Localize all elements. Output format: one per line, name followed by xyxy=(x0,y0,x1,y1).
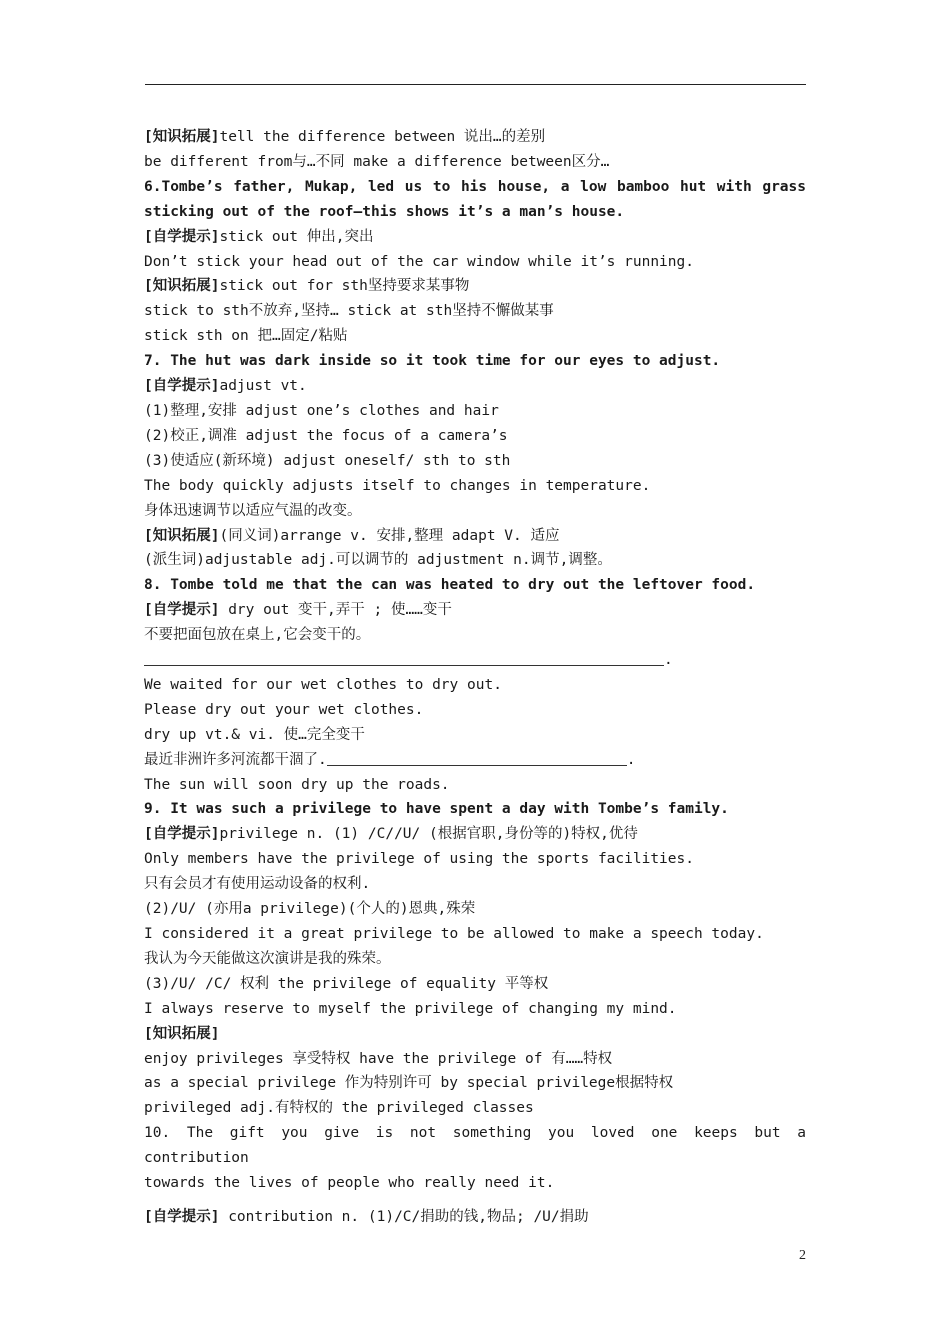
text-line xyxy=(144,1096,806,1121)
line-text: Only members have the privilege of using the sports facilities. xyxy=(144,851,694,868)
line-text: I always reserve to myself the privilege of changing my mind. xyxy=(144,1000,677,1017)
line-text: 只有会员才有使用运动设备的权利. xyxy=(144,876,371,893)
text-line xyxy=(144,274,806,299)
section-tag: [知识拓展] xyxy=(144,1025,220,1042)
line-text: (3)使适应(新环境) adjust oneself/ sth to sth xyxy=(144,452,511,469)
text-line xyxy=(144,723,806,748)
text-line xyxy=(144,1171,806,1196)
line-text: enjoy privileges 享受特权 have the privilege of 有……特权 xyxy=(144,1050,613,1067)
fill-in-blank xyxy=(327,750,627,766)
line-text: contribution n. (1)/C/捐助的钱,物品; /U/捐助 xyxy=(219,1208,589,1225)
text-line xyxy=(144,374,806,399)
line-text: adjust vt. xyxy=(219,378,307,395)
text-line xyxy=(144,972,806,997)
line-text: (2)校正,调准 adjust the focus of a camera’s xyxy=(144,427,508,444)
text-line xyxy=(144,449,806,474)
fill-in-blank xyxy=(144,650,664,666)
text-line xyxy=(144,225,806,250)
text-line xyxy=(144,698,806,723)
line-text: sticking out of the roof—this shows it’s a man’s house. xyxy=(144,203,625,220)
text-line xyxy=(144,324,806,349)
text-line xyxy=(144,474,806,499)
sentence-heading xyxy=(144,349,806,374)
section-tag: [自学提示] xyxy=(144,602,220,619)
section-tag: [知识拓展] xyxy=(144,129,220,145)
line-text: 不要把面包放在桌上,它会变干的。 xyxy=(144,627,371,644)
sentence-heading xyxy=(144,200,806,225)
line-text: stick out for sth坚持要求某事物 xyxy=(219,278,470,295)
line-text: The sun will soon dry up the roads. xyxy=(144,776,450,793)
text-line xyxy=(144,673,806,698)
line-text: 10. The gift you give is not something you loved one keeps but a contribution xyxy=(144,1125,806,1167)
line-text: . xyxy=(664,652,673,669)
line-text: 我认为今天能做这次演讲是我的殊荣。 xyxy=(144,950,391,967)
line-text: be different from与…不同 make a difference between区分… xyxy=(144,153,610,170)
text-line xyxy=(144,1071,806,1096)
sentence-heading xyxy=(144,797,806,822)
text-line xyxy=(144,250,806,275)
text-line xyxy=(144,847,806,872)
line-text: privilege n. (1) /C//U/ (根据官职,身份等的)特权,优待 xyxy=(219,826,638,843)
sentence-heading xyxy=(144,175,806,200)
text-line xyxy=(144,922,806,947)
section-tag: [知识拓展] xyxy=(144,278,220,295)
line-text: stick out 伸出,突出 xyxy=(219,228,374,245)
text-line xyxy=(144,548,806,573)
text-line xyxy=(144,499,806,524)
line-text: tell the difference between 说出…的差别 xyxy=(219,129,546,145)
line-text: (1)整理,安排 adjust one’s clothes and hair xyxy=(144,402,499,419)
page-number: 2 xyxy=(799,1248,806,1263)
text-line xyxy=(144,822,806,847)
paragraph-gap xyxy=(144,1196,806,1205)
section-tag: [自学提示] xyxy=(144,228,220,245)
text-line xyxy=(144,1047,806,1072)
line-text: 8. Tombe told me that the can was heated to dry out the leftover food. xyxy=(144,577,756,594)
line-text: Please dry out your wet clothes. xyxy=(144,701,424,718)
line-text: (3)/U/ /C/ 权利 the privilege of equality 平等权 xyxy=(144,975,549,992)
text-line xyxy=(144,872,806,897)
text-line xyxy=(144,598,806,623)
section-tag: [自学提示] xyxy=(144,378,220,395)
text-line xyxy=(144,1205,806,1230)
text-line xyxy=(144,947,806,972)
line-text: 身体迅速调节以适应气温的改变。 xyxy=(144,502,362,519)
section-tag: [自学提示] xyxy=(144,826,220,843)
text-line xyxy=(144,997,806,1022)
text-line xyxy=(144,623,806,648)
line-text: towards the lives of people who really need it. xyxy=(144,1175,555,1192)
header-rule xyxy=(145,84,806,85)
document-body xyxy=(144,125,806,1230)
line-text: I considered it a great privilege to be allowed to make a speech today. xyxy=(144,926,764,942)
line-text: . xyxy=(626,751,636,768)
line-text: We waited for our wet clothes to dry out. xyxy=(144,676,502,693)
section-tag: [知识拓展] xyxy=(144,527,220,544)
line-text: 9. It was such a privilege to have spent a day with Tombe’s family. xyxy=(144,801,729,818)
line-text: (派生词)adjustable adj.可以调节的 adjustment n.调节,调整。 xyxy=(144,552,612,569)
text-line xyxy=(144,748,806,773)
line-text: 7. The hut was dark inside so it took time for our eyes to adjust. xyxy=(144,353,721,370)
line-text: as a special privilege 作为特别许可 by special privilege根据特权 xyxy=(144,1075,674,1092)
text-line xyxy=(144,648,806,673)
text-line xyxy=(144,299,806,324)
text-line xyxy=(144,773,806,798)
line-text: 6.Tombe’s father, Mukap, led us to his house, a low bamboo hut with grass xyxy=(144,178,806,195)
exercise-prompt: 最近非洲许多河流都干涸了. xyxy=(144,751,327,768)
text-line xyxy=(144,1121,806,1171)
line-text: The body quickly adjusts itself to changes in temperature. xyxy=(144,477,651,494)
text-line xyxy=(144,399,806,424)
line-text: privileged adj.有特权的 the privileged classes xyxy=(144,1100,534,1117)
line-text: stick to sth不放弃,坚持… stick at sth坚持不懈做某事 xyxy=(144,303,554,320)
section-tag: [自学提示] xyxy=(144,1208,220,1225)
line-text: (2)/U/ (亦用a privilege)(个人的)恩典,殊荣 xyxy=(144,901,476,918)
sentence-heading xyxy=(144,573,806,598)
text-line xyxy=(144,524,806,549)
text-line xyxy=(144,1022,806,1047)
text-line xyxy=(144,125,806,150)
line-text: (同义词)arrange v. 安排,整理 adapt V. 适应 xyxy=(219,527,560,544)
line-text: stick sth on 把…固定/粘贴 xyxy=(144,328,348,345)
text-line xyxy=(144,150,806,175)
line-text: Don’t stick your head out of the car window while it’s running. xyxy=(144,253,694,270)
text-line xyxy=(144,897,806,922)
line-text: dry out 变干,弄干 ; 使……变干 xyxy=(219,602,452,619)
text-line xyxy=(144,424,806,449)
line-text: dry up vt.& vi. 使…完全变干 xyxy=(144,726,365,743)
